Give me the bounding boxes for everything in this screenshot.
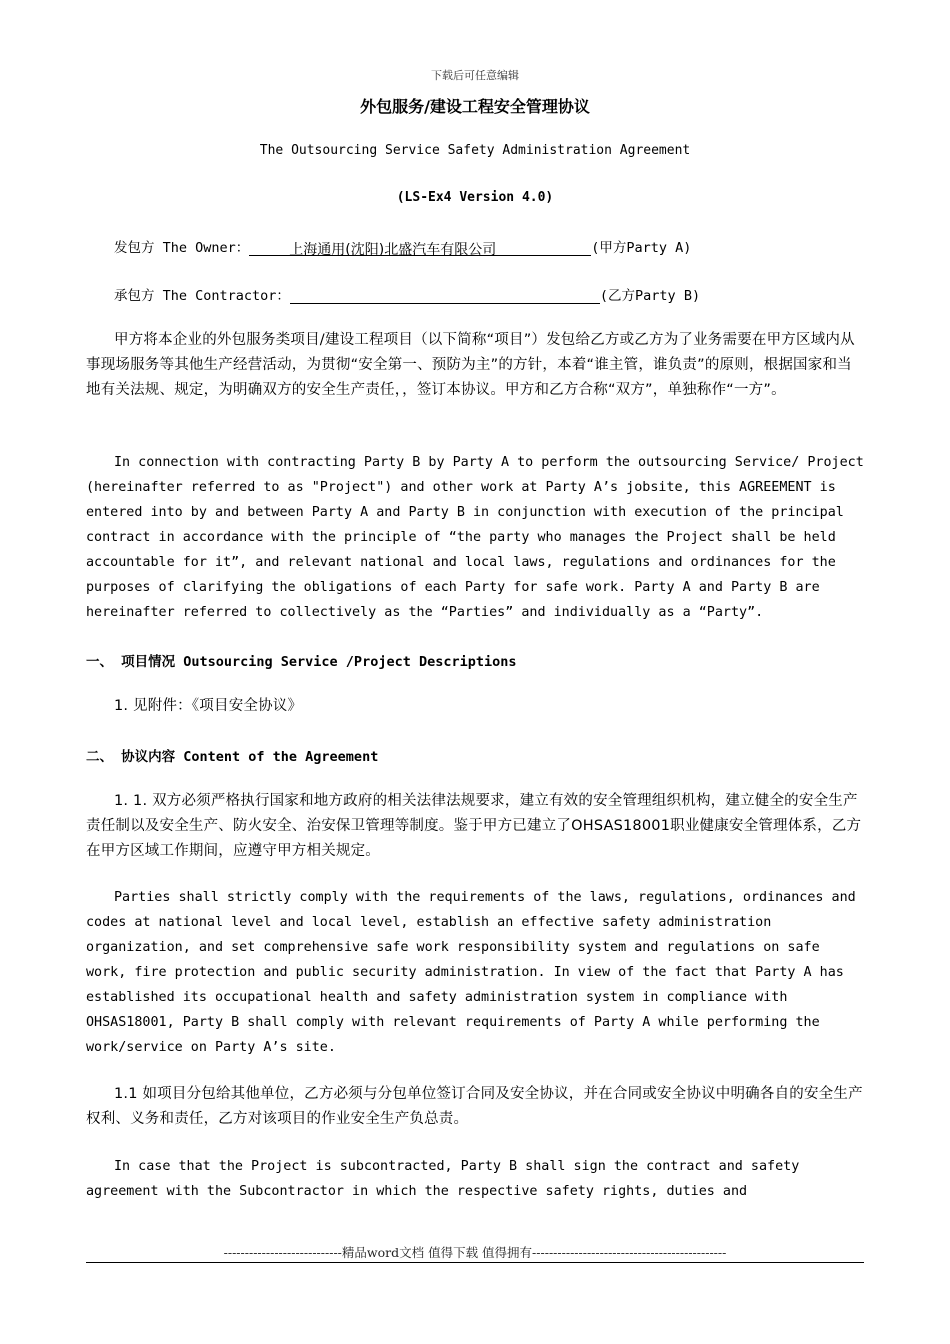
section-1-heading: 一、 项目情况 Outsourcing Service /Project Descriptions: [86, 654, 517, 670]
clause-1-1-en: Parties shall strictly comply with the requirements of the laws, regulations, ordinances and codes at national level and local level, establish an effective safety administration organization, and set comprehensive safe work responsibility system and regulations on safe work, fire protection and public security administration. In view of the fact that Party A has established its occupational health and safety administration system in compliance with OHSAS18001, Party B shall comply with relevant requirements of Party A while performing the work/service on Party A’s site.: [86, 890, 856, 1055]
document-title-cn: 外包服务/建设工程安全管理协议: [360, 97, 590, 116]
intro-paragraph-en: In connection with contracting Party B by Party A to perform the outsourcing Service/ Project (hereinafter referred to as "Project") and other work at Party A’s jobsite, this AGREEMENT is entered into by and between Party A and Party B in conjunction with execution of the principal contract in accordance with the principle of “the party who manages the Project shall be held accountable for it”, and relevant national and local laws, regulations and ordinances for the purposes of clarifying the obligations of each Party for safe work. Party A and Party B are hereinafter referred to collectively as the “Parties” and individually as a “Party”.: [86, 455, 864, 620]
clause-1-2-en: In case that the Project is subcontracted, Party B shall sign the contract and safety agreement with the Subcontractor in which the respective safety rights, duties and: [86, 1159, 800, 1199]
owner-label: 发包方 The Owner：: [114, 240, 250, 256]
contractor-suffix: (乙方Party B): [599, 288, 701, 304]
owner-value: 上海通用(沈阳)北盛汽车有限公司: [249, 239, 591, 256]
contractor-field: [114, 284, 700, 304]
clause-1-1-cn: 1. 1. 双方必须严格执行国家和地方政府的相关法律法规要求，建立有效的安全管理组织机构，建立健全的安全生产责任制以及安全生产、防火安全、治安保卫管理等制度。鉴于甲方已建立了OHSAS18001职业健康安全管理体系，乙方在甲方区域工作期间，应遵守甲方相关规定。: [86, 793, 862, 859]
owner-field: [114, 236, 691, 256]
header-note: 下载后可任意编辑: [431, 69, 519, 82]
section-2-heading: 二、 协议内容 Content of the Agreement: [86, 749, 379, 765]
document-title-en: The Outsourcing Service Safety Administration Agreement: [259, 143, 691, 158]
clause-1-2-cn: 1.1 如项目分包给其他单位，乙方必须与分包单位签订合同及安全协议，并在合同或安全协议中明确各自的安全生产权利、义务和责任，乙方对该项目的作业安全生产负总责。: [86, 1086, 863, 1127]
intro-paragraph-cn: 甲方将本企业的外包服务类项目/建设工程项目（以下简称“项目”）发包给乙方或乙方为了业务需要在甲方区域内从事现场服务等其他生产经营活动，为贯彻“安全第一、预防为主”的方针，本着“谁主管，谁负责”的原则，根据国家和当地有关法规、规定，为明确双方的安全生产责任，，签订本协议。甲方和乙方合称“双方”，单独称作“一方”。: [86, 332, 855, 398]
footer-rule: [86, 1262, 864, 1263]
owner-suffix: (甲方Party A): [591, 240, 692, 256]
document-version: (LS-Ex4 Version 4.0): [396, 190, 554, 205]
contractor-value: [290, 286, 600, 304]
contractor-label: 承包方 The Contractor：: [114, 288, 290, 304]
footer-text: ----------------------------精品word文档 值得下载 值得拥有----------------------------------------------: [223, 1245, 727, 1260]
section-1-item: 1. 见附件：《项目安全协议》: [114, 698, 303, 714]
